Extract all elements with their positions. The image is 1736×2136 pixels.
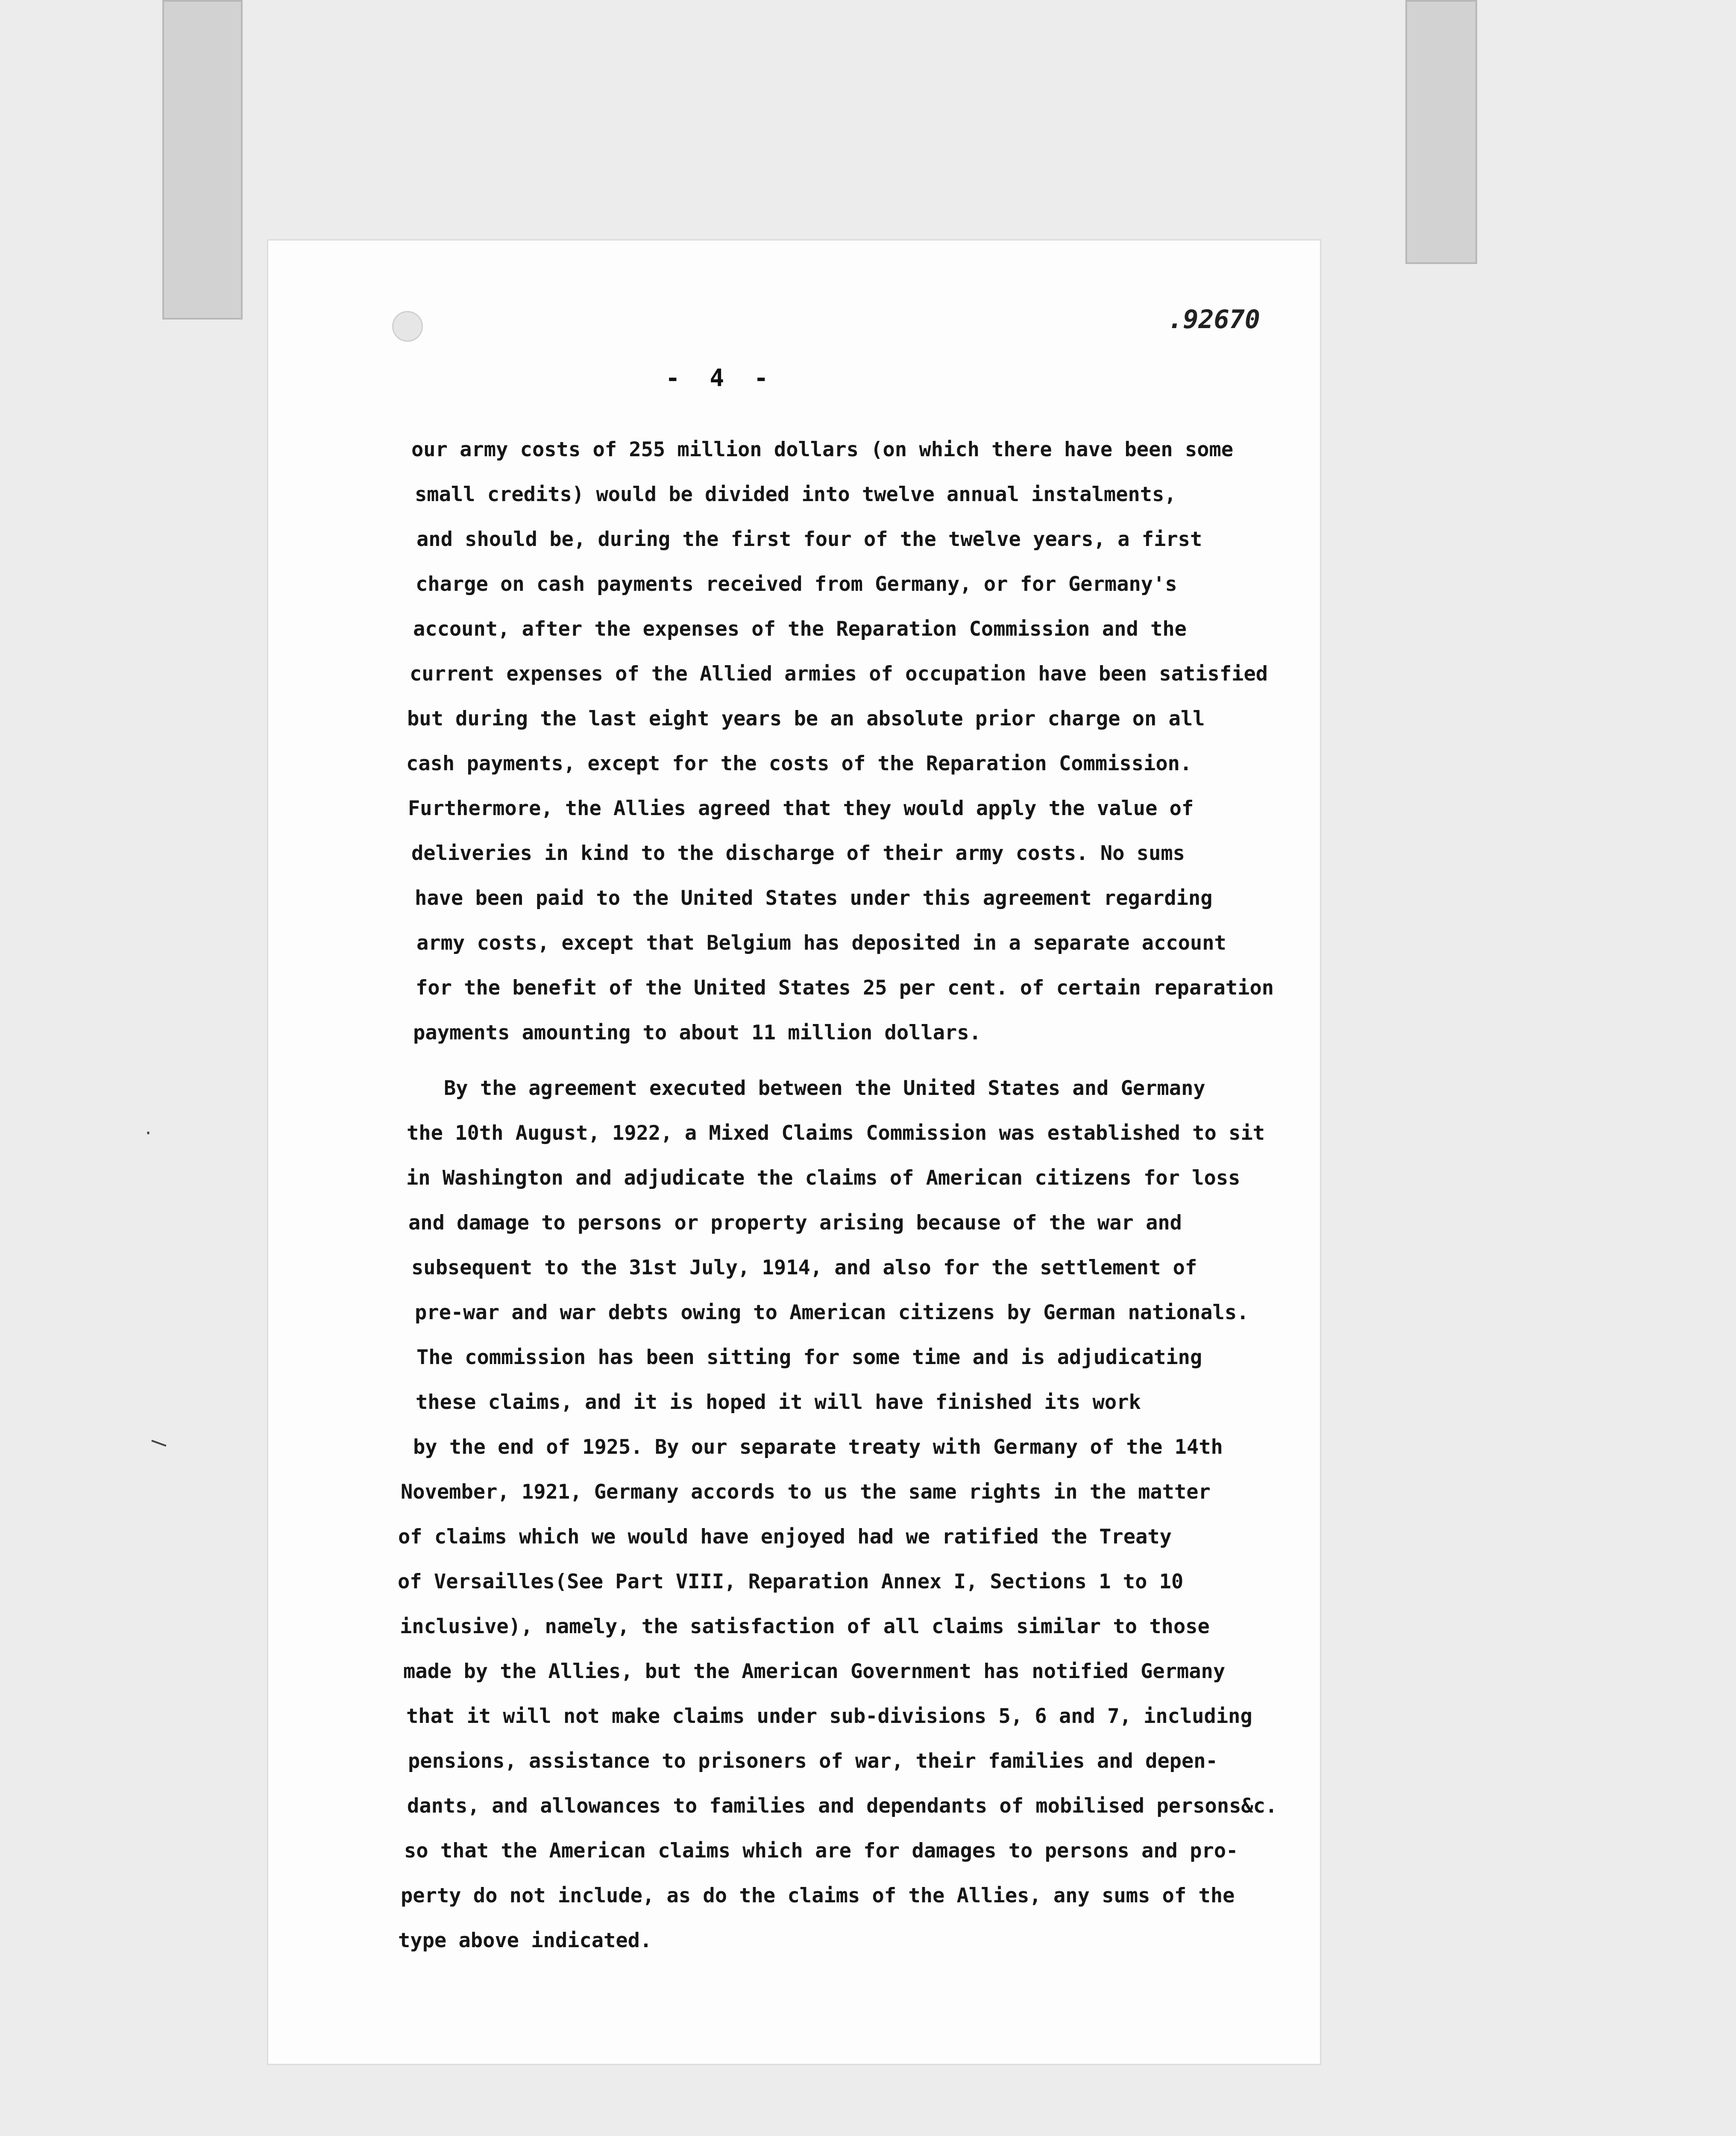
document-number: .92670 [1167, 305, 1260, 334]
punch-hole [392, 311, 423, 342]
tape-strip [1405, 0, 1477, 264]
tape-strip [162, 0, 243, 320]
document-page: .92670 - 4 - our army costs of 255 million dollars (on which there have been some small credits) would be divided into twelve annual instalments, and should be, during the first four of the twelve years, a first charge on cash payments received from Germany, or for Germany's account, after the expenses of the Reparation Commission and the current expenses of the Allied armies of occupation have been satisfied but during the last eight years be an absolute prior charge on all cash payments, except for the costs of the Reparation Commission. Furthermore, the Allies agreed that they would apply the value of deliveries in kind to the discharge of their army costs. No sums have been paid to the United States under this agreement regarding army costs, except that Belgium has deposited in a separate account for the benefit of the United States 25 per cent. of certain reparation payments amounting to about 11 million dollars. By the agreement executed between the United States and Germany the 10th August, 1922, a Mixed Claims Commission was established to sit in Washington and adjudicate the claims of American citizens for loss and damage to persons or property arising because of the war and subsequent to the 31st July, 1914, and also for the settlement of pre-war and war debts owing to American citizens by German nationals. The commission has been sitting for some time and is adjudicating these claims, and it is hoped it will have finished its work by the end of 1925. By our separate treaty with Germany of the 14th November, 1921, Germany accords to us the same rights in the matter of claims which we would have enjoyed had we ratified the Treaty of Versailles(See Part VIII, Reparation Annex I, Sections 1 to 10 inclusive), namely, the satisfaction of all claims similar to those made by the Allies, but the American Government has notified Germany that it will not make claims under sub-divisions 5, 6 and 7, including pensions, assistance to prisoners of war, their families and depen- dants, and allowances to families and dependants of mobilised persons&c. so that the American claims which are for damages to persons and pro- perty do not include, as do the claims of the Allies, any sums of the type above indicated. [267, 239, 1321, 2065]
page-number: - 4 - [666, 364, 776, 392]
film-scratch: — [147, 1425, 172, 1459]
film-speck: · [143, 1124, 154, 1143]
